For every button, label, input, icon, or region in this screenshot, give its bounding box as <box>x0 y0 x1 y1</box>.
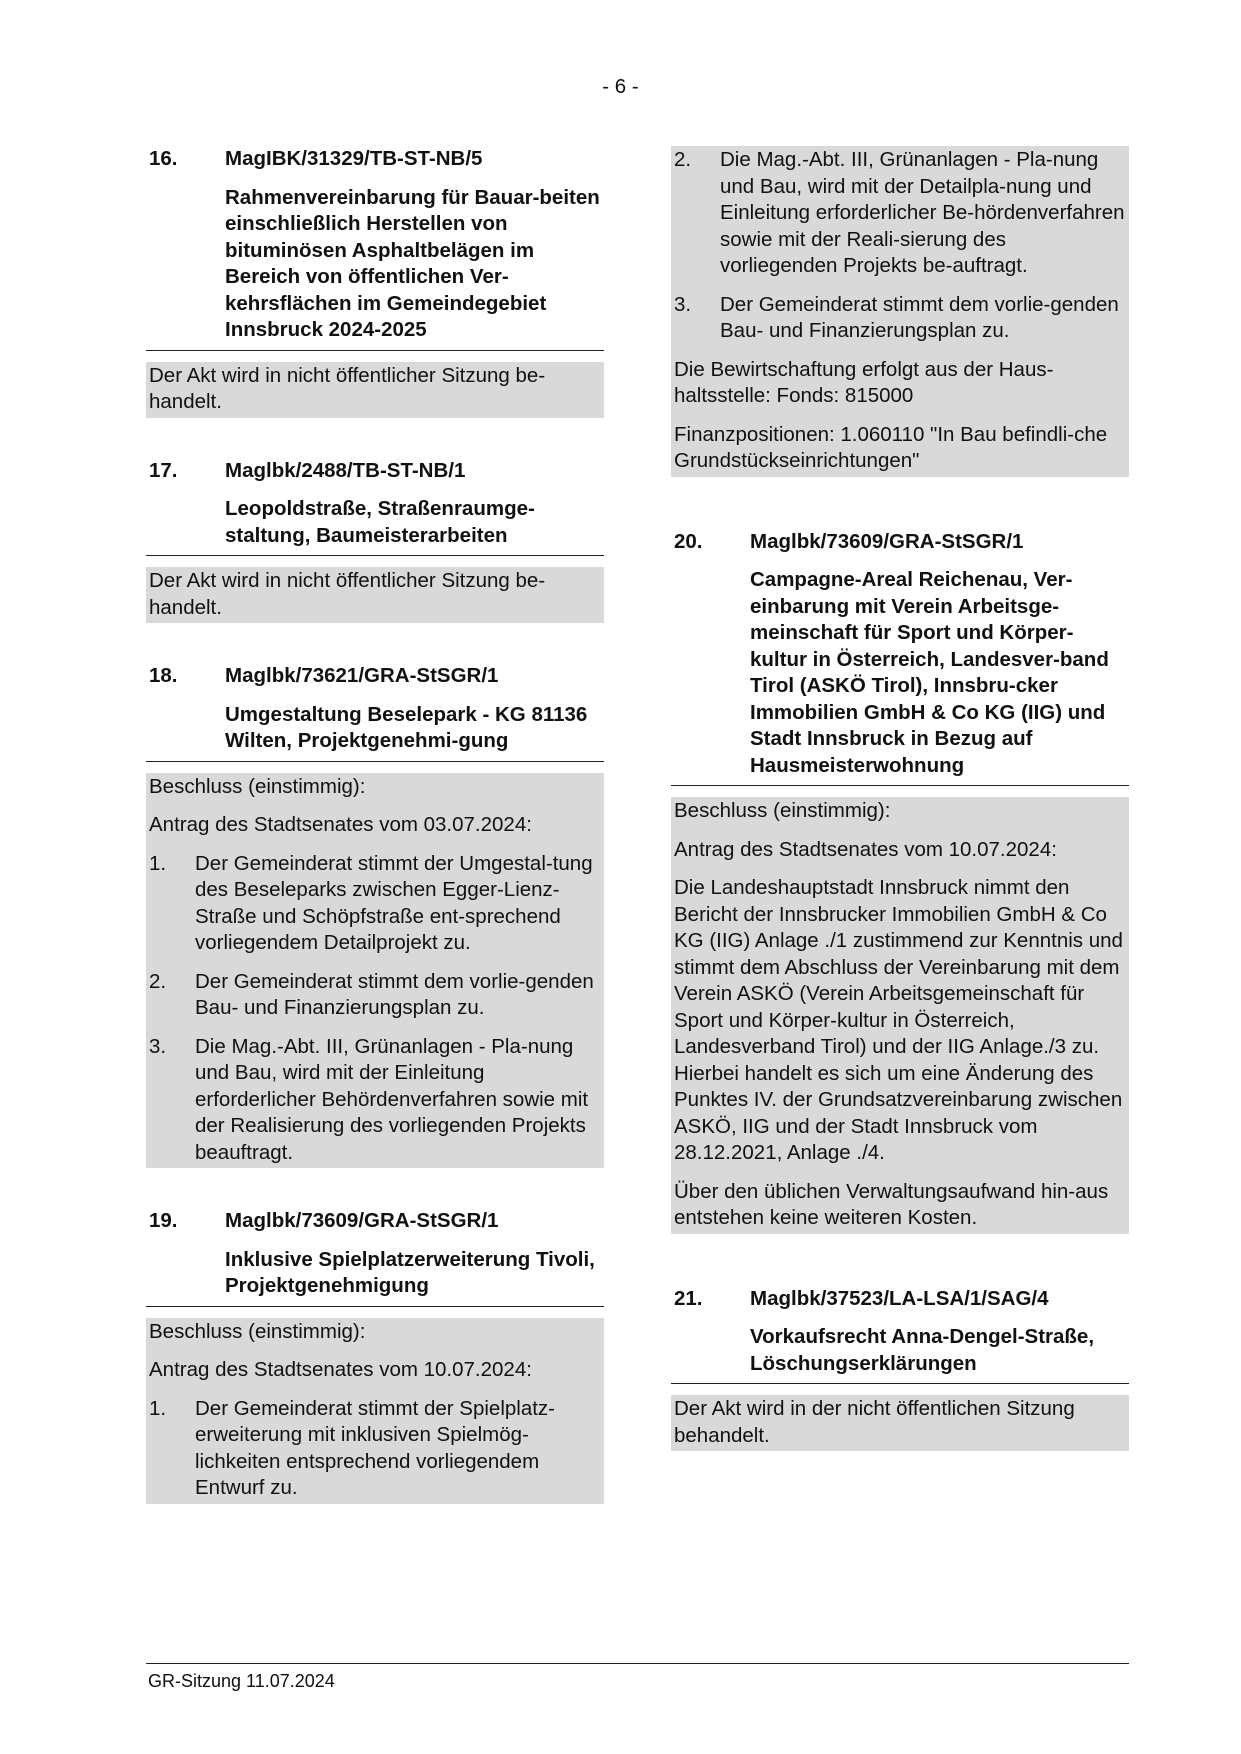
decision-label: Beschluss (einstimmig): <box>674 799 891 822</box>
list-text: Die Mag.-Abt. III, Grünanlagen - Pla-nung und Bau, wird mit der Detailpla-nung und Einleitung erforderlicher Be-hördenverfahren sowie mit der Reali-sierung des vorliegenden Projekts be-auftragt. <box>720 148 1125 277</box>
list-number: 2. <box>149 969 167 993</box>
resolution-text: Die Landeshauptstadt Innsbruck nimmt den Bericht der Innsbrucker Immobilien GmbH & Co KG (IIG) Anlage ./1 zustimmend zur Kenntnis und stimmt dem Abschluss der Vereinbarung mit dem Verein ASKÖ (Verein Arbeitsgemeinschaft für Sport und Körper-kultur in Österreich, Landesverband Tirol) und der IIG Anlage./3 zu. Hierbei handelt es sich um eine Änderung des Punktes IV. der Grundsatzvereinbarung zwischen ASKÖ, IIG und der Stadt Innsbruck vom 28.12.2021, Anlage ./4. <box>674 876 1123 1164</box>
decision-label: Beschluss (einstimmig): <box>149 774 366 798</box>
item-title: Vorkaufsrecht Anna-Dengel-Straße, Löschungserklärungen <box>750 1325 1095 1375</box>
item-note: Der Akt wird in nicht öffentlicher Sitzung be-handelt. <box>149 569 546 619</box>
resolution-list <box>149 851 601 1167</box>
list-item <box>149 969 601 1022</box>
item-title: Leopoldstraße, Straßenraumge-staltung, Baumeisterarbeiten <box>225 497 535 547</box>
motion-label: Antrag des Stadtsenates vom 10.07.2024: <box>149 1358 532 1381</box>
item-body <box>146 362 604 418</box>
item-code: Maglbk/2488/TB-ST-NB/1 <box>225 458 466 482</box>
item-note: Der Akt wird in nicht öffentlicher Sitzung be-handelt. <box>149 363 546 413</box>
item-header <box>671 1286 1129 1385</box>
item-header <box>146 663 604 762</box>
footer-session-date: GR-Sitzung 11.07.2024 <box>148 1671 335 1691</box>
agenda-item-19 <box>146 1208 604 1504</box>
list-number: 3. <box>149 1034 167 1058</box>
item-code: Maglbk/73621/GRA-StSGR/1 <box>225 664 499 687</box>
agenda-item-21 <box>671 1286 1129 1452</box>
item-title: Inklusive Spielplatzerweiterung Tivoli, Projektgenehmigung <box>225 1247 595 1297</box>
footer-divider <box>146 1663 1129 1664</box>
list-text: Die Mag.-Abt. III, Grünanlagen - Pla-nung und Bau, wird mit der Einleitung erforderlicher Behördenverfahren sowie mit der Realisierung des vorliegenden Projekts beauftragt. <box>195 1034 589 1164</box>
motion-label: Antrag des Stadtsenates vom 03.07.2024: <box>149 813 532 836</box>
cost-note: Über den üblichen Verwaltungsaufwand hin-aus entstehen keine weiteren Kosten. <box>674 1179 1109 1229</box>
right-column <box>671 146 1129 1491</box>
funding-text: Die Bewirtschaftung erfolgt aus der Haus-haltsstelle: Fonds: 815000 <box>674 357 1054 407</box>
item-code: Maglbk/73609/GRA-StSGR/1 <box>750 529 1024 553</box>
item-number: 19. <box>149 1209 178 1232</box>
list-item <box>674 147 1126 280</box>
agenda-item-18 <box>146 663 604 1168</box>
item-title: Rahmenvereinbarung für Bauar-beiten einschließlich Herstellen von bituminösen Asphaltbelägen im Bereich von öffentlichen Ver-kehrsflächen im Gemeindegebiet Innsbruck 2024-2025 <box>225 185 600 341</box>
decision-label: Beschluss (einstimmig): <box>149 1319 366 1343</box>
list-number: 1. <box>149 1396 167 1420</box>
item-body <box>146 773 604 1169</box>
list-text: Der Gemeinderat stimmt dem vorlie-genden Bau- und Finanzierungsplan zu. <box>720 292 1119 342</box>
item-header <box>146 1208 604 1307</box>
item-body <box>146 567 604 623</box>
item-header <box>671 529 1129 787</box>
list-number: 3. <box>674 292 692 316</box>
item-title: Umgestaltung Beselepark - KG 81136 Wilten, Projektgenehmi-gung <box>225 702 588 752</box>
item-number: 17. <box>149 458 178 482</box>
agenda-item-19-continued <box>671 146 1129 477</box>
item-number: 18. <box>149 664 178 687</box>
agenda-item-16 <box>146 146 604 418</box>
item-body <box>671 1395 1129 1451</box>
list-text: Der Gemeinderat stimmt dem vorlie-genden Bau- und Finanzierungsplan zu. <box>195 969 594 1019</box>
list-number: 2. <box>674 148 692 171</box>
item-body <box>146 1318 604 1504</box>
resolution-list <box>674 147 1126 345</box>
finance-positions: Finanzpositionen: 1.060110 "In Bau befindli-che Grundstückseinrichtungen" <box>674 422 1108 472</box>
list-item <box>149 1034 601 1167</box>
item-code: MagIBK/31329/TB-ST-NB/5 <box>225 147 483 170</box>
item-code: Maglbk/37523/LA-LSA/1/SAG/4 <box>750 1286 1049 1310</box>
list-number: 1. <box>149 851 167 875</box>
item-number: 20. <box>674 529 703 553</box>
list-item <box>149 1396 601 1502</box>
motion-label: Antrag des Stadtsenates vom 10.07.2024: <box>674 837 1057 861</box>
item-number: 16. <box>149 147 178 170</box>
list-item <box>674 292 1126 345</box>
left-column <box>146 146 604 1544</box>
item-header <box>146 458 604 557</box>
page-number: - 6 - <box>602 75 639 98</box>
item-title: Campagne-Areal Reichenau, Ver-einbarung mit Verein Arbeitsge-meinschaft für Sport und Körper-kultur in Österreich, Landesver-band Tirol (ASKÖ Tirol), Innsbru-cker Immobilien GmbH & Co KG (IIG) und Stadt Innsbruck in Bezug auf Hausmeisterwohnung <box>750 568 1109 777</box>
agenda-item-17 <box>146 458 604 624</box>
item-body <box>671 797 1129 1234</box>
resolution-list <box>149 1396 601 1502</box>
item-note: Der Akt wird in der nicht öffentlichen Sitzung behandelt. <box>674 1397 1075 1447</box>
agenda-item-20 <box>671 529 1129 1234</box>
list-text: Der Gemeinderat stimmt der Spielplatz-erweiterung mit inklusiven Spielmög-lichkeiten entsprechend vorliegendem Entwurf zu. <box>195 1396 556 1499</box>
item-number: 21. <box>674 1286 703 1310</box>
list-item <box>149 851 601 957</box>
item-body <box>671 146 1129 477</box>
item-code: Maglbk/73609/GRA-StSGR/1 <box>225 1209 499 1232</box>
list-text: Der Gemeinderat stimmt der Umgestal-tung des Beseleparks zwischen Egger-Lienz-Straße und Schöpfstraße ent-sprechend vorliegendem Detailprojekt zu. <box>195 851 593 954</box>
item-header <box>146 146 604 351</box>
